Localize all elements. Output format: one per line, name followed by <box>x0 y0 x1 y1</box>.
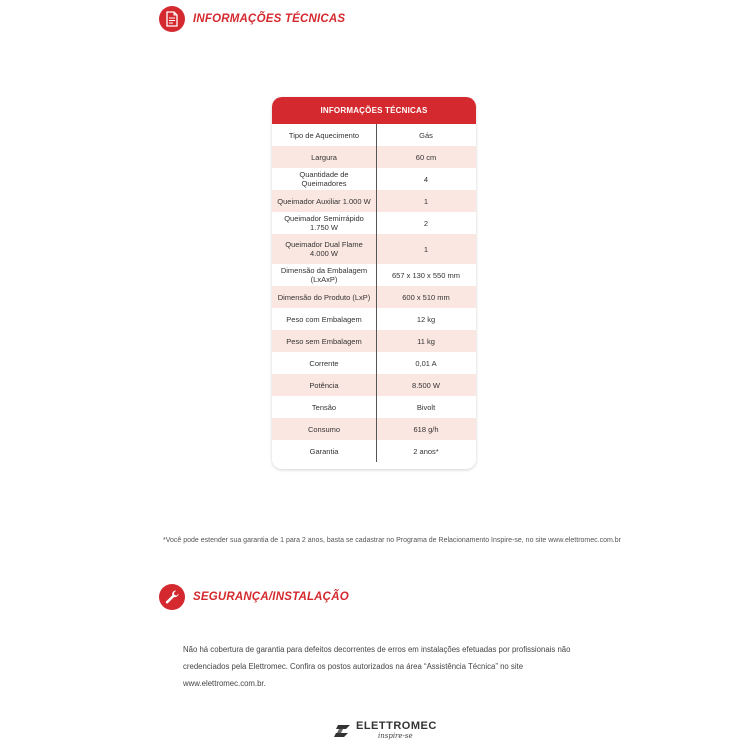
column-divider <box>376 124 377 462</box>
wrench-icon <box>159 584 185 610</box>
spec-value: 60 cm <box>415 152 437 162</box>
brand-name: ELETTROMEC <box>356 720 437 732</box>
spec-value: 12 kg <box>416 314 436 324</box>
spec-label: Corrente <box>309 358 339 368</box>
spec-value: 8.500 W <box>412 380 440 390</box>
section-header-technical <box>159 6 345 32</box>
spec-table <box>272 97 476 469</box>
elettromec-logo-icon <box>334 723 352 739</box>
spec-row <box>272 124 476 146</box>
section-header-install <box>159 584 349 610</box>
spec-row <box>272 330 476 352</box>
spec-value: 600 x 510 mm <box>402 292 450 302</box>
spec-label: Potência <box>309 380 339 390</box>
spec-row <box>272 374 476 396</box>
spec-value: Bivolt <box>416 402 436 412</box>
spec-label: Peso com Embalagem <box>286 314 362 324</box>
spec-row <box>272 190 476 212</box>
spec-value: 11 kg <box>417 336 435 346</box>
brand-logo <box>334 721 437 741</box>
spec-label: Consumo <box>307 424 341 434</box>
spec-label: Tensão <box>311 402 337 412</box>
spec-label: Quantidade de Queimadores <box>299 170 349 188</box>
spec-value: 657 x 130 x 550 mm <box>392 270 460 280</box>
document-icon <box>159 6 185 32</box>
spec-row <box>272 212 476 234</box>
spec-value: Gás <box>419 130 433 140</box>
spec-label: Dimensão do Produto (LxP) <box>277 292 371 302</box>
install-disclaimer: Não há cobertura de garantia para defeitos decorrentes de erros em instalações efetuadas por profissionais não credenciados pela Elettromec. Confira os postos autorizados na área “Assistência Técnica” no site www.elettromec.com.br. <box>183 645 571 688</box>
spec-label: Tipo de Aquecimento <box>288 130 360 140</box>
spec-label: Largura <box>311 152 337 162</box>
section-title: SEGURANÇA/INSTALAÇÃO <box>193 591 349 603</box>
spec-row <box>272 418 476 440</box>
spec-value: 618 g/h <box>413 424 439 434</box>
spec-row <box>272 264 476 286</box>
spec-row <box>272 146 476 168</box>
warranty-footnote: *Você pode estender sua garantia de 1 para 2 anos, basta se cadastrar no Programa de Relacionamento Inspire-se, no site www.elettromec.com.br <box>163 537 621 544</box>
spec-value: 1 <box>423 244 429 254</box>
spec-table-body <box>272 124 476 462</box>
spec-label: Dimensão da Embalagem (LxAxP) <box>280 266 368 284</box>
spec-value: 1 <box>423 196 429 206</box>
spec-row <box>272 286 476 308</box>
brand-tagline: inspire-se <box>378 732 413 740</box>
spec-value: 2 <box>423 218 429 228</box>
spec-table-header: INFORMAÇÕES TÉCNICAS <box>272 97 476 124</box>
spec-label: Queimador Auxiliar 1.000 W <box>277 196 371 206</box>
spec-label: Peso sem Embalagem <box>286 336 362 346</box>
spec-label: Queimador Dual Flame 4.000 W <box>285 240 363 258</box>
spec-value: 4 <box>423 174 429 184</box>
section-title: INFORMAÇÕES TÉCNICAS <box>193 13 346 25</box>
spec-row <box>272 168 476 190</box>
spec-row <box>272 440 476 462</box>
spec-row <box>272 308 476 330</box>
spec-row <box>272 352 476 374</box>
spec-value: 0,01 A <box>415 358 437 368</box>
spec-value: 2 anos* <box>413 446 439 456</box>
spec-label: Garantia <box>309 446 339 456</box>
spec-row <box>272 234 476 264</box>
spec-label: Queimador Semirrápido 1.750 W <box>284 214 364 232</box>
spec-row <box>272 396 476 418</box>
